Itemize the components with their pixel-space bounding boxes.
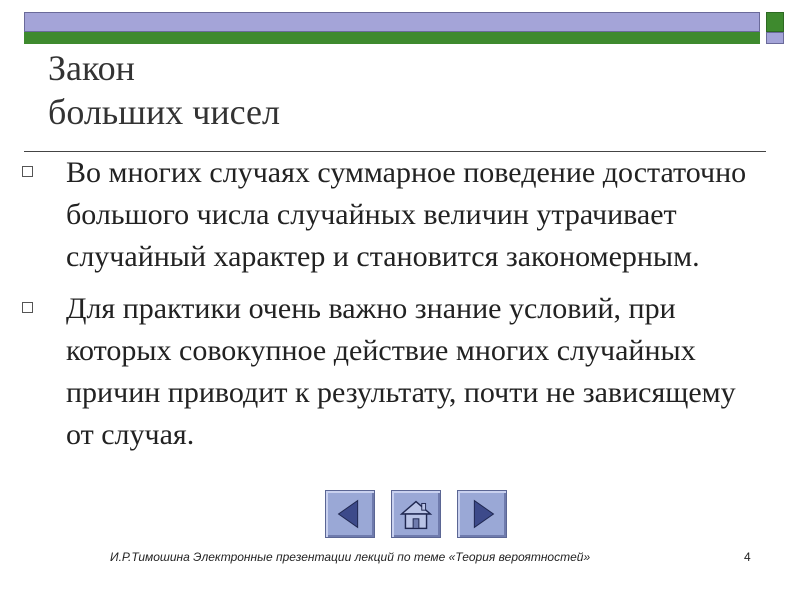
header-square-purple — [766, 32, 784, 44]
slide-title-line-2: больших чисел — [48, 92, 280, 132]
right-arrow-icon — [458, 491, 506, 537]
header-square-green — [766, 12, 784, 32]
home-button[interactable] — [391, 490, 441, 538]
slide-title-line-1: Закон — [48, 48, 135, 88]
header-bar-green — [24, 32, 760, 44]
bullet-text: Для практики очень важно знание условий, при которых совокупное действие многих случайных причин приводит к результату, почти не зависящему от случая. — [66, 292, 736, 451]
square-bullet-icon — [22, 302, 33, 313]
bullet-text: Во многих случаях суммарное поведение достаточно большого числа случайных величин утрачивает случайный характер и становится закономерным. — [66, 156, 747, 273]
home-icon — [392, 491, 440, 537]
bullet-list — [20, 152, 760, 466]
header-bar-purple — [24, 12, 760, 32]
page-number: 4 — [744, 550, 751, 564]
square-bullet-icon — [22, 166, 33, 177]
prev-slide-button[interactable] — [325, 490, 375, 538]
bullet-item — [20, 152, 760, 278]
left-arrow-icon — [326, 491, 374, 537]
slide-title — [48, 46, 748, 134]
bullet-item — [20, 288, 760, 456]
footer-credit: И.Р.Тимошина Электронные презентации лекций по теме «Теория вероятностей» — [110, 550, 591, 564]
next-slide-button[interactable] — [457, 490, 507, 538]
